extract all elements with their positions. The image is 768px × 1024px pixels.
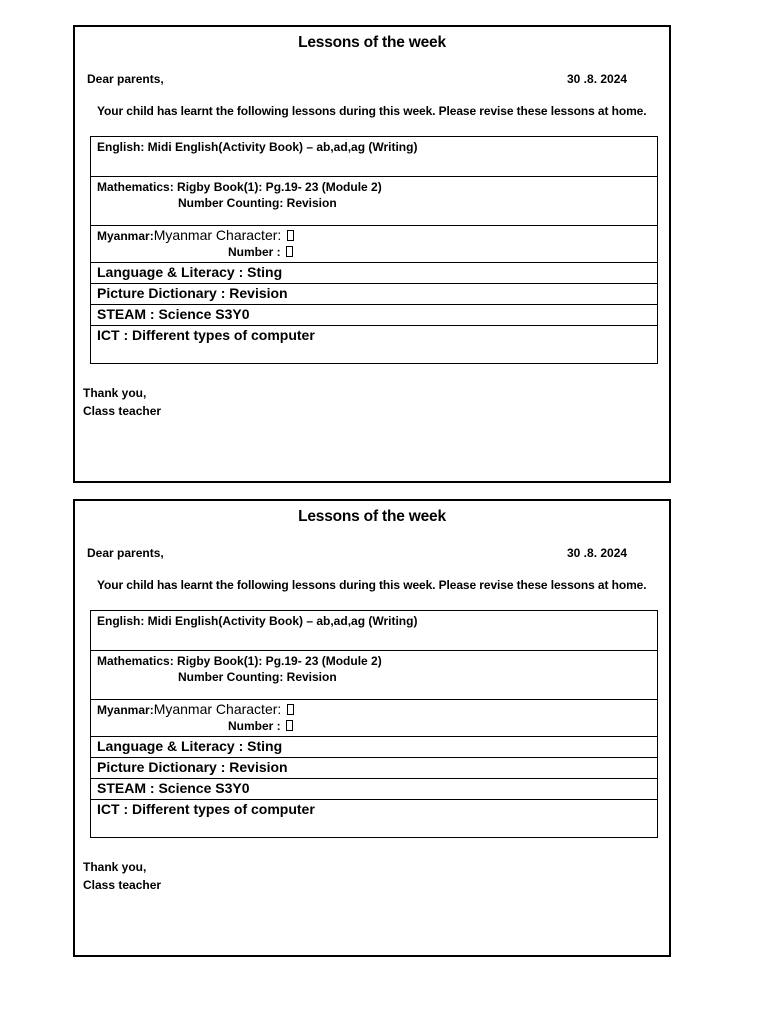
table-row <box>91 779 658 800</box>
closing <box>83 384 161 420</box>
closing <box>83 858 161 894</box>
signature-text: Class teacher <box>83 404 162 418</box>
intro-text: Your child has learnt the following lessons during this week. Please revise these lessons at home. <box>97 104 647 118</box>
myanmar-number-label: Number : <box>228 245 281 259</box>
table-row <box>91 800 658 838</box>
lesson-mathematics <box>91 651 658 700</box>
lesson-note-1 <box>73 25 671 483</box>
note-date: 30 .8. 2024 <box>567 72 628 86</box>
greeting: Dear parents, <box>87 72 164 86</box>
lesson-picture-dictionary: Picture Dictionary : Revision <box>91 284 658 305</box>
note-title: Lessons of the week <box>298 508 446 525</box>
lesson-steam: STEAM : Science S3Y0 <box>91 305 658 326</box>
lesson-english: English: Midi English(Activity Book) – ab,ad,ag (Writing) <box>91 137 658 177</box>
table-row <box>91 284 658 305</box>
missing-glyph-icon <box>286 720 293 731</box>
lesson-myanmar <box>91 226 658 263</box>
table-row <box>91 305 658 326</box>
myanmar-character-label: Myanmar Character: <box>153 227 282 243</box>
missing-glyph-icon <box>286 246 293 257</box>
lesson-steam: STEAM : Science S3Y0 <box>91 779 658 800</box>
thanks-text: Thank you, <box>83 386 147 400</box>
lesson-note-2 <box>73 499 671 957</box>
lessons-table <box>90 136 658 364</box>
lesson-ict: ICT : Different types of computer <box>91 326 658 364</box>
table-row <box>91 611 658 651</box>
math-book-line: Mathematics: Rigby Book(1): Pg.19- 23 (Module 2) <box>97 654 382 668</box>
table-row <box>91 137 658 177</box>
thanks-text: Thank you, <box>83 860 147 874</box>
myanmar-character-label: Myanmar Character: <box>153 701 282 717</box>
myanmar-label: Myanmar: <box>97 229 154 243</box>
table-row <box>91 226 658 263</box>
math-counting-line: Number Counting: Revision <box>178 196 337 210</box>
greeting: Dear parents, <box>87 546 164 560</box>
math-counting-line: Number Counting: Revision <box>178 670 337 684</box>
table-row <box>91 651 658 700</box>
lesson-language-literacy: Language & Literacy : Sting <box>91 263 658 284</box>
myanmar-label: Myanmar: <box>97 703 154 717</box>
myanmar-number-label: Number : <box>228 719 281 733</box>
table-row <box>91 326 658 364</box>
lesson-myanmar <box>91 700 658 737</box>
intro-text: Your child has learnt the following lessons during this week. Please revise these lessons at home. <box>97 578 647 592</box>
lesson-ict: ICT : Different types of computer <box>91 800 658 838</box>
signature-text: Class teacher <box>83 878 162 892</box>
lesson-mathematics <box>91 177 658 226</box>
table-row <box>91 737 658 758</box>
missing-glyph-icon <box>287 230 294 241</box>
lesson-language-literacy: Language & Literacy : Sting <box>91 737 658 758</box>
note-date: 30 .8. 2024 <box>567 546 628 560</box>
math-book-line: Mathematics: Rigby Book(1): Pg.19- 23 (Module 2) <box>97 180 382 194</box>
note-title: Lessons of the week <box>298 34 446 51</box>
lesson-picture-dictionary: Picture Dictionary : Revision <box>91 758 658 779</box>
missing-glyph-icon <box>287 704 294 715</box>
lessons-table <box>90 610 658 838</box>
table-row <box>91 700 658 737</box>
table-row <box>91 177 658 226</box>
lesson-english: English: Midi English(Activity Book) – ab,ad,ag (Writing) <box>91 611 658 651</box>
table-row <box>91 758 658 779</box>
table-row <box>91 263 658 284</box>
